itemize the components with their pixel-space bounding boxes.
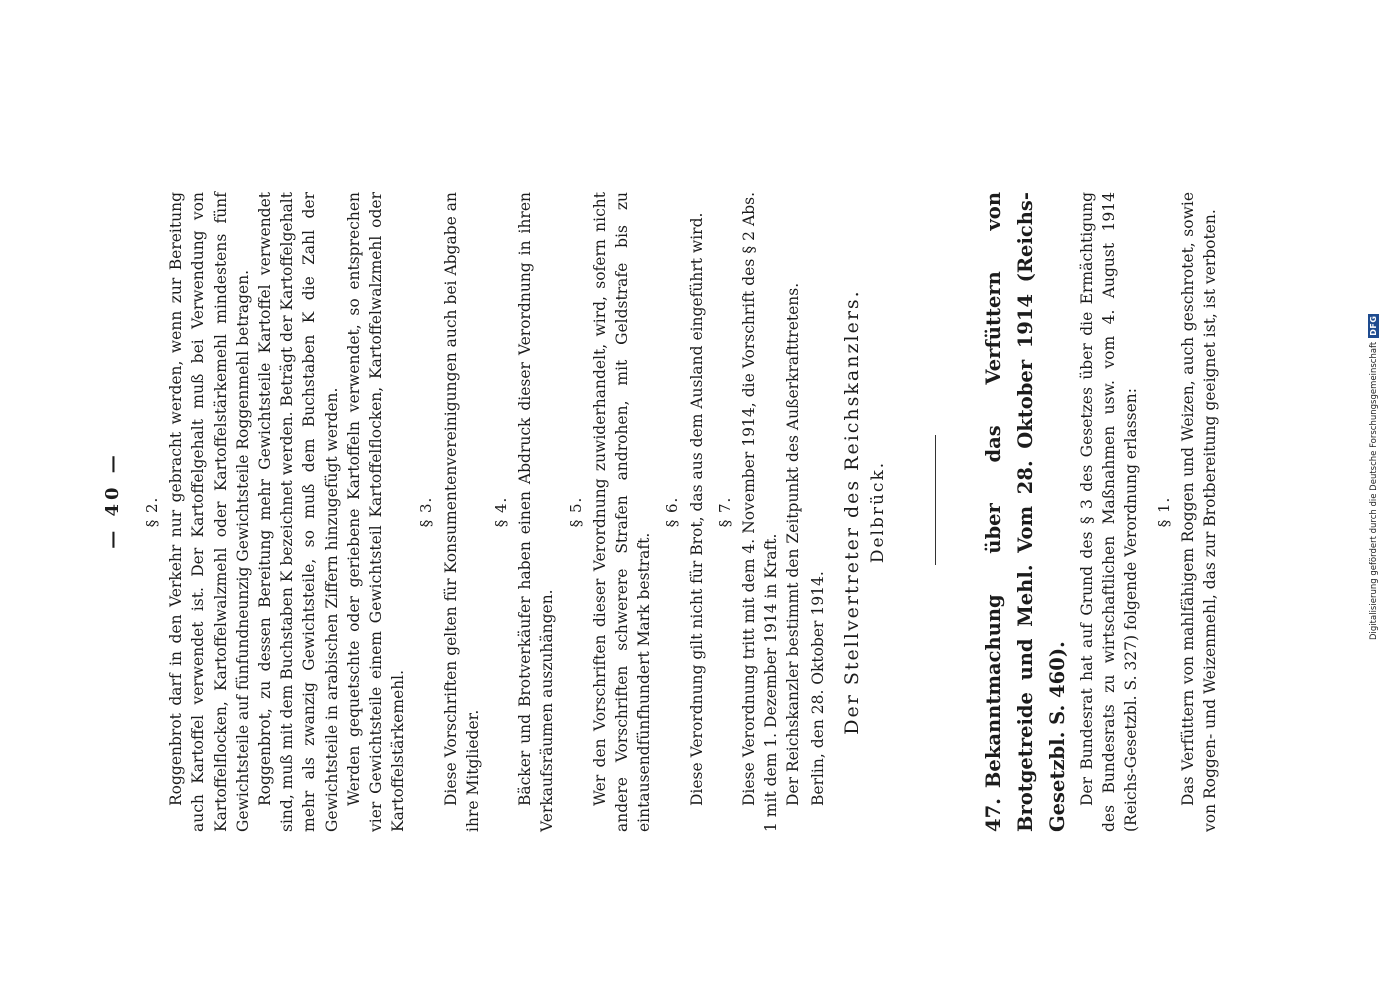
paragraph-4-text: Bäcker und Brotverkäufer haben einen Abdruck dieser Verordnung in ihren Verkaufsräumen auszuhängen.	[516, 192, 557, 832]
paragraph-7-text-1: Diese Verordnung tritt mit dem 4. November 1914, die Vorschrift des § 2 Abs. 1 mit dem 1. Dezember 1914 in Kraft.	[740, 192, 781, 832]
section-heading-5: § 5.	[566, 496, 585, 528]
place-date: Berlin, den 28. Oktober 1914.	[808, 571, 827, 806]
announcement-section-heading: § 1.	[1154, 496, 1173, 528]
dfg-logo: DFG	[1369, 315, 1378, 336]
section-heading-3: § 3.	[417, 496, 436, 528]
section-heading-4: § 4.	[492, 496, 511, 528]
section-heading-7: § 7.	[715, 496, 734, 528]
paragraph-2-text-3: Werden gequetschte oder geriebene Kartoffeln verwendet, so entsprechen vier Gewichtsteile einem Gewichtsteil Kartoffelflocken, Kartoffelwalzmehl oder Kartoffelstärkemehl.	[344, 192, 408, 832]
paragraph-7-text-2: Der Reichskanzler bestimmt den Zeitpunkt des Außerkrafttretens.	[784, 282, 803, 806]
paragraph-5-text: Wer den Vorschriften dieser Verordnung zuwiderhandelt, wird, sofern nicht andere Vorschriften schwerere Strafen androhen, mit Geldstrafe bis zu eintausendfünfhundert Mark bestraft.	[590, 192, 654, 832]
digitization-credit	[1368, 314, 1379, 640]
announcement-preamble: Der Bundesrat hat auf Grund des § 3 des Gesetzes über die Ermächtigung des Bundesrats zu wirtschaftlichen Maßnahmen usw. vom 4. August 1914 (Reichs-Gesetzbl. S. 327) folgende Verordnung erlassen:	[1078, 192, 1141, 832]
section-heading-2: § 2.	[143, 496, 161, 528]
signature-name: Delbrück.	[868, 460, 889, 564]
text-block-upper	[135, 192, 889, 832]
paragraph-3-text: Diese Vorschriften gelten für Konsumentenvereinigungen auch bei Abgabe an ihre Mitglieder.	[441, 192, 482, 832]
section-heading-6: § 6.	[663, 496, 682, 528]
announcement-heading	[978, 192, 1074, 832]
paragraph-6-text: Diese Verordnung gilt nicht für Brot, das aus dem Ausland eingeführt wird.	[687, 212, 706, 806]
paragraph-2-text-1: Roggenbrot darf in den Verkehr nur gebracht werden, wenn zur Bereitung auch Kartoffel verwendet ist. Der Kartoffelgehalt muß bei Verwendung von Kartoffelflocken, Kartoffelwalzmehl oder Kartoffelstärkemehl mindestens fünf Gewichtsteile auf fünfundneunzig Gewichtsteile Roggenmehl betragen.	[167, 192, 252, 832]
page-number: — 40 —	[102, 451, 123, 549]
announcement-title: Bekanntmachung über das Verfüttern von Brotgetreide und Mehl. Vom 28. Oktober 1914 (Reichs-Gesetzbl. S. 460).	[982, 192, 1069, 832]
paragraph-2-text-2: Roggenbrot, zu dessen Bereitung mehr Gewichtsteile Kartoffel verwendet sind, muß mit dem Buchstaben K bezeichnet werden. Beträgt der Kartoffelgehalt mehr als zwanzig Gewichtsteile, so muß dem Buchstaben K die Zahl der Gewichtsteile in arabischen Ziffern hinzugefügt werden.	[256, 192, 341, 832]
signature-role: Der Stellvertreter des Reichskanzlers.	[840, 289, 863, 735]
separator-rule	[935, 435, 936, 565]
credit-text: Digitalisierung gefördert durch die Deutsche Forschungsgemeinschaft	[1369, 341, 1379, 640]
announcement-number: 47.	[982, 798, 1005, 832]
announcement-section-text: Das Verfüttern von mahlfähigem Roggen und Weizen, auch geschrotet, sowie von Roggen- und Weizenmehl, das zur Brotbereitung geeignet ist, ist verboten.	[1178, 192, 1220, 832]
text-block-lower	[978, 192, 1221, 832]
